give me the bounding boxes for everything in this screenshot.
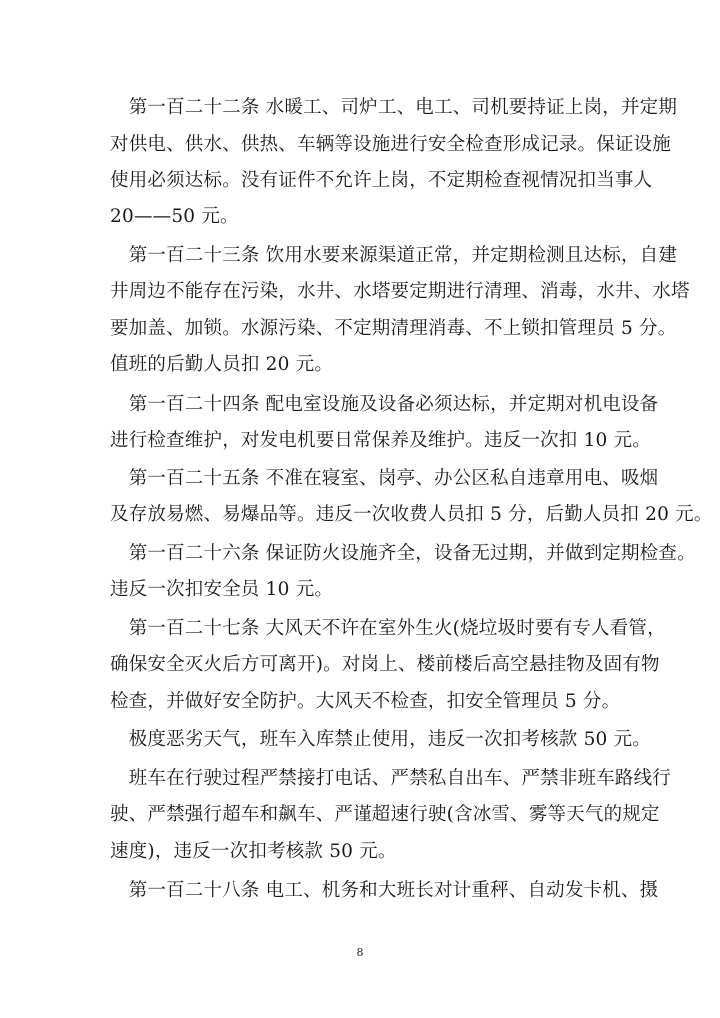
text-line-18: 极度恶劣天气，班车入库禁止使用，违反一次扣考核款 50 元。 [110,729,652,750]
text-line-8: 值班的后勤人员扣 20 元。 [110,354,334,375]
text-line-3: 使用必须达标。没有证件不允许上岗，不定期检查视情况扣当事人 [110,170,653,191]
text-line-11: 第一百二十五条 不准在寝室、岗亭、办公区私自违章用电、吸烟 [110,468,659,489]
text-line-4: 20——50 元。 [110,206,239,227]
text-line-10: 进行检查维护，对发电机要日常保养及维护。违反一次扣 10 元。 [110,430,652,451]
text-line-21: 速度)，违反一次扣考核款 50 元。 [110,841,397,862]
text-line-15: 第一百二十七条 大风天不许在室外生火(烧垃圾时要有专人看管， [110,618,666,639]
text-line-16: 确保安全灭火后方可离开)。对岗上、楼前楼后高空悬挂物及固有物 [110,654,660,675]
text-line-19: 班车在行驶过程严禁接打电话、严禁私自出车、严禁非班车路线行 [110,768,672,789]
text-line-17: 检查，并做好安全防护。大风天不检查，扣安全管理员 5 分。 [110,691,621,712]
text-line-14: 违反一次扣安全员 10 元。 [110,579,334,600]
text-line-9: 第一百二十四条 配电室设施及设备必须达标，并定期对机电设备 [110,394,659,415]
text-line-6: 井周边不能存在污染，水井、水塔要定期进行清理、消毒，水井、水塔 [110,281,690,302]
text-line-5: 第一百二十三条 饮用水要来源渠道正常，并定期检测且达标，自建 [110,245,678,266]
text-line-7: 要加盖、加锁。水源污染、不定期清理消毒、不上锁扣管理员 5 分。 [110,318,677,339]
page-number: 8 [356,946,364,959]
text-line-2: 对供电、供水、供热、车辆等设施进行安全检查形成记录。保证设施 [110,134,672,155]
text-line-1: 第一百二十二条 水暖工、司炉工、电工、司机要持证上岗，并定期 [110,97,678,118]
text-line-20: 驶、严禁强行超车和飙车、严谨超速行驶(含冰雪、雾等天气的规定 [110,804,660,825]
text-line-22: 第一百二十八条 电工、机务和大班长对计重秤、自动发卡机、摄 [110,880,659,901]
text-line-13: 第一百二十六条 保证防火设施齐全，设备无过期，并做到定期检查。 [110,543,696,564]
text-line-12: 及存放易燃、易爆品等。违反一次收费人员扣 5 分，后勤人员扣 20 元。 [110,504,713,525]
